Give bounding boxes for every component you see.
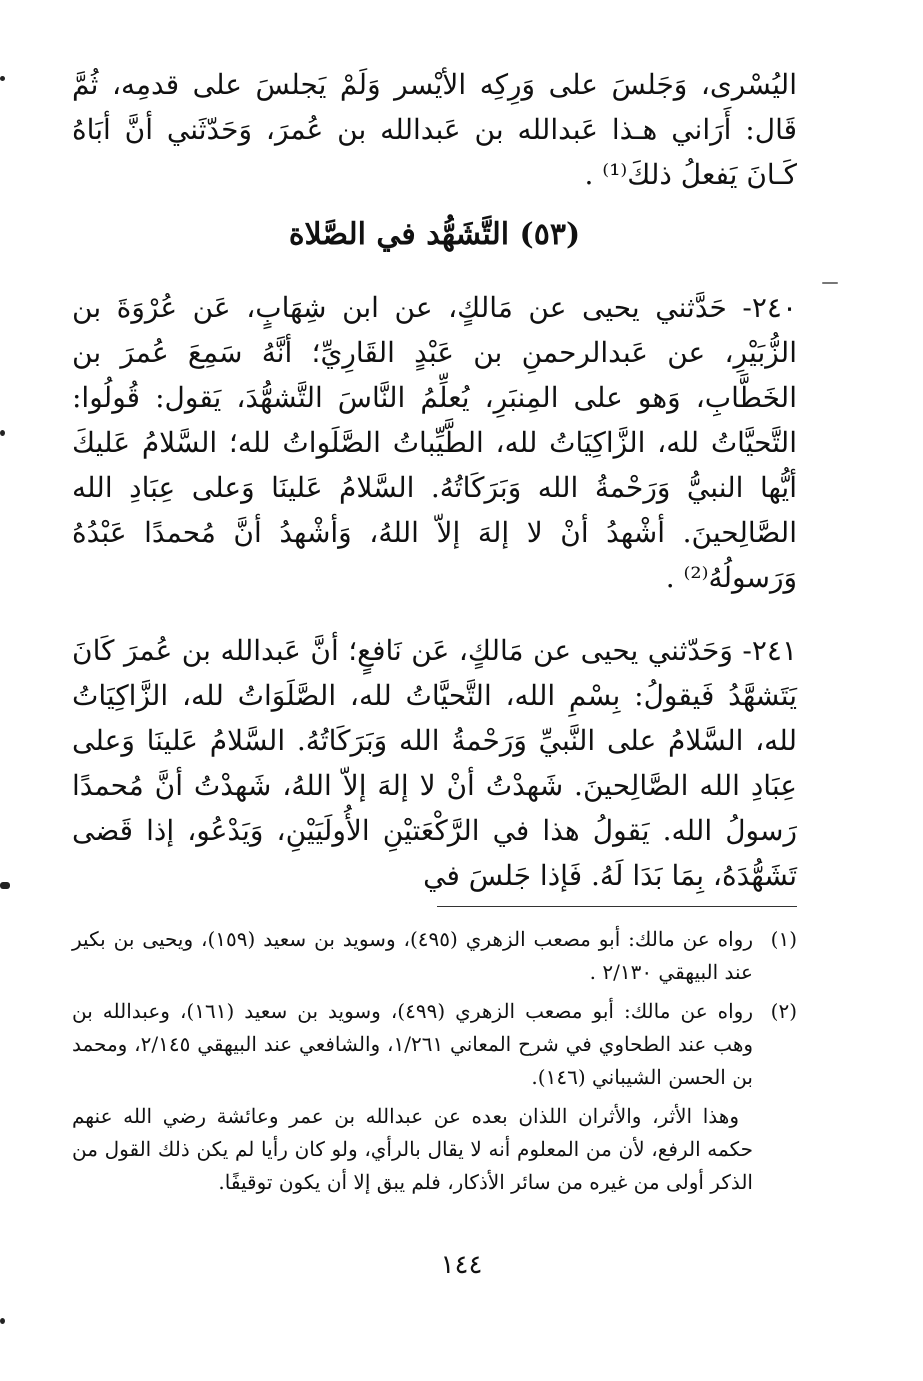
footnote-commentary: وهذا الأثر، والأثران اللذان بعده عن عبدالله بن عمر وعائشة رضي الله عنهم حكمه الرفع، لأن من المعلوم أنه لا يقال بالرأي، ولو كان رأيا لم يكن ذلك القول من الذكر أولى من غيره من سائر الأذكار، فلم يبق إلا أن يكون توقيفًا. [72,1104,753,1194]
hadith-paragraph-240: ٢٤٠- حَدَّثني يحيى عن مَالكٍ، عن ابن شِهَابٍ، عَن عُرْوَةَ بن الزُّبَيْرِ، عن عَبدالرحمنِ بن عَبْدٍ القَارِيِّ؛ أنَّهُ سَمِعَ عُمرَ بن الخَطَّابِ، وَهو على المِنبَرِ، يُعلِّمُ النَّاسَ التَّشهُّدَ، يَقول: قُولُوا: التَّحيَّاتُ لله، الزَّاكِيَاتُ لله، الطَّيِّباتُ الصَّلَواتُ لله؛ السَّلامُ عَليكَ أيُّها النبيُّ وَرَحْمةُ الله وَبَرَكَاتُهُ. السَّلامُ عَلينَا وَعلى عِبَادِ الله الصَّالِحينَ. أشْهدُ أنْ لا إلهَ إلاّ اللهُ، وَأشْهدُ أنَّ مُحمدًا عَبْدُهُ وَرَسولُهُ⁽²⁾ . [72,291,797,594]
footnote-number: (١) [770,927,797,951]
hadith-paragraph-241: ٢٤١- وَحَدّثني يحيى عن مَالكٍ، عَن نَافعٍ؛ أنَّ عَبدالله بن عُمرَ كَانَ يَتَشهَّدُ فَيقولُ: بِسْمِ الله، التَّحيَّاتُ لله، الصَّلَوَاتُ لله، الزَّاكِيَاتُ لله، السَّلامُ على النَّبيِّ وَرَحْمةُ الله وَبَرَكَاتُهُ. السَّلامُ عَلينَا وَعلى عِبَادِ الله الصَّالِحينَ. شَهدْتُ أنْ لا إلهَ إلاّ اللهُ، شَهدْتُ أنَّ مُحمدًا رَسولُ الله. يَقولُ هذا في الرَّكْعَتيْنِ الأُولَيَيْنِ، وَيَدْعُو، إذا قَضى تَشَهُّدَهُ، بِمَا بَدَا لَهُ. فَإذا جَلسَ في [72,634,797,892]
footnote-number: (٢) [770,999,797,1023]
book-page [72,62,797,1199]
footnote-1 [72,923,797,989]
section-heading: (٥٣) التَّشَهُّد في الصَّلاة [288,217,581,252]
scan-mark-right [822,282,838,284]
footnote-text: رواه عن مالك: أبو مصعب الزهري (٤٩٥)، وسويد بن سعيد (١٥٩)، ويحيى بن بكير عند البيهقي ٢/١٣٠ . [72,927,753,984]
footnotes [72,923,797,1199]
scan-mark-top-left [0,76,5,81]
intro-paragraph: اليُسْرى، وَجَلسَ على وَرِكِه الأيْسر وَلَمْ يَجلسَ على قدمِه، ثُمَّ قَال: أَرَاني هـذا عَبدالله بن عَبدالله بن عُمرَ، وَحَدّثَني أنَّ أبَاهُ كَـانَ يَفعلُ ذلكَ⁽¹⁾ . [72,68,797,191]
footnote-2 [72,995,797,1094]
scan-mark-bottom-left [0,1318,5,1324]
footnote-text: رواه عن مالك: أبو مصعب الزهري (٤٩٩)، وسويد بن سعيد (١٦١)، وعبدالله بن وهب عند الطحاوي في شرح المعاني ١/٢٦١، والشافعي عند البيهقي ٢/١٤٥، ومحمد بن الحسن الشيباني (١٤٦). [72,999,754,1089]
scan-mark-mid-left [0,430,5,436]
footnote-divider [437,906,797,907]
page-number: ١٤٤ [440,1250,483,1280]
scan-mark-footnote-left [0,882,10,889]
